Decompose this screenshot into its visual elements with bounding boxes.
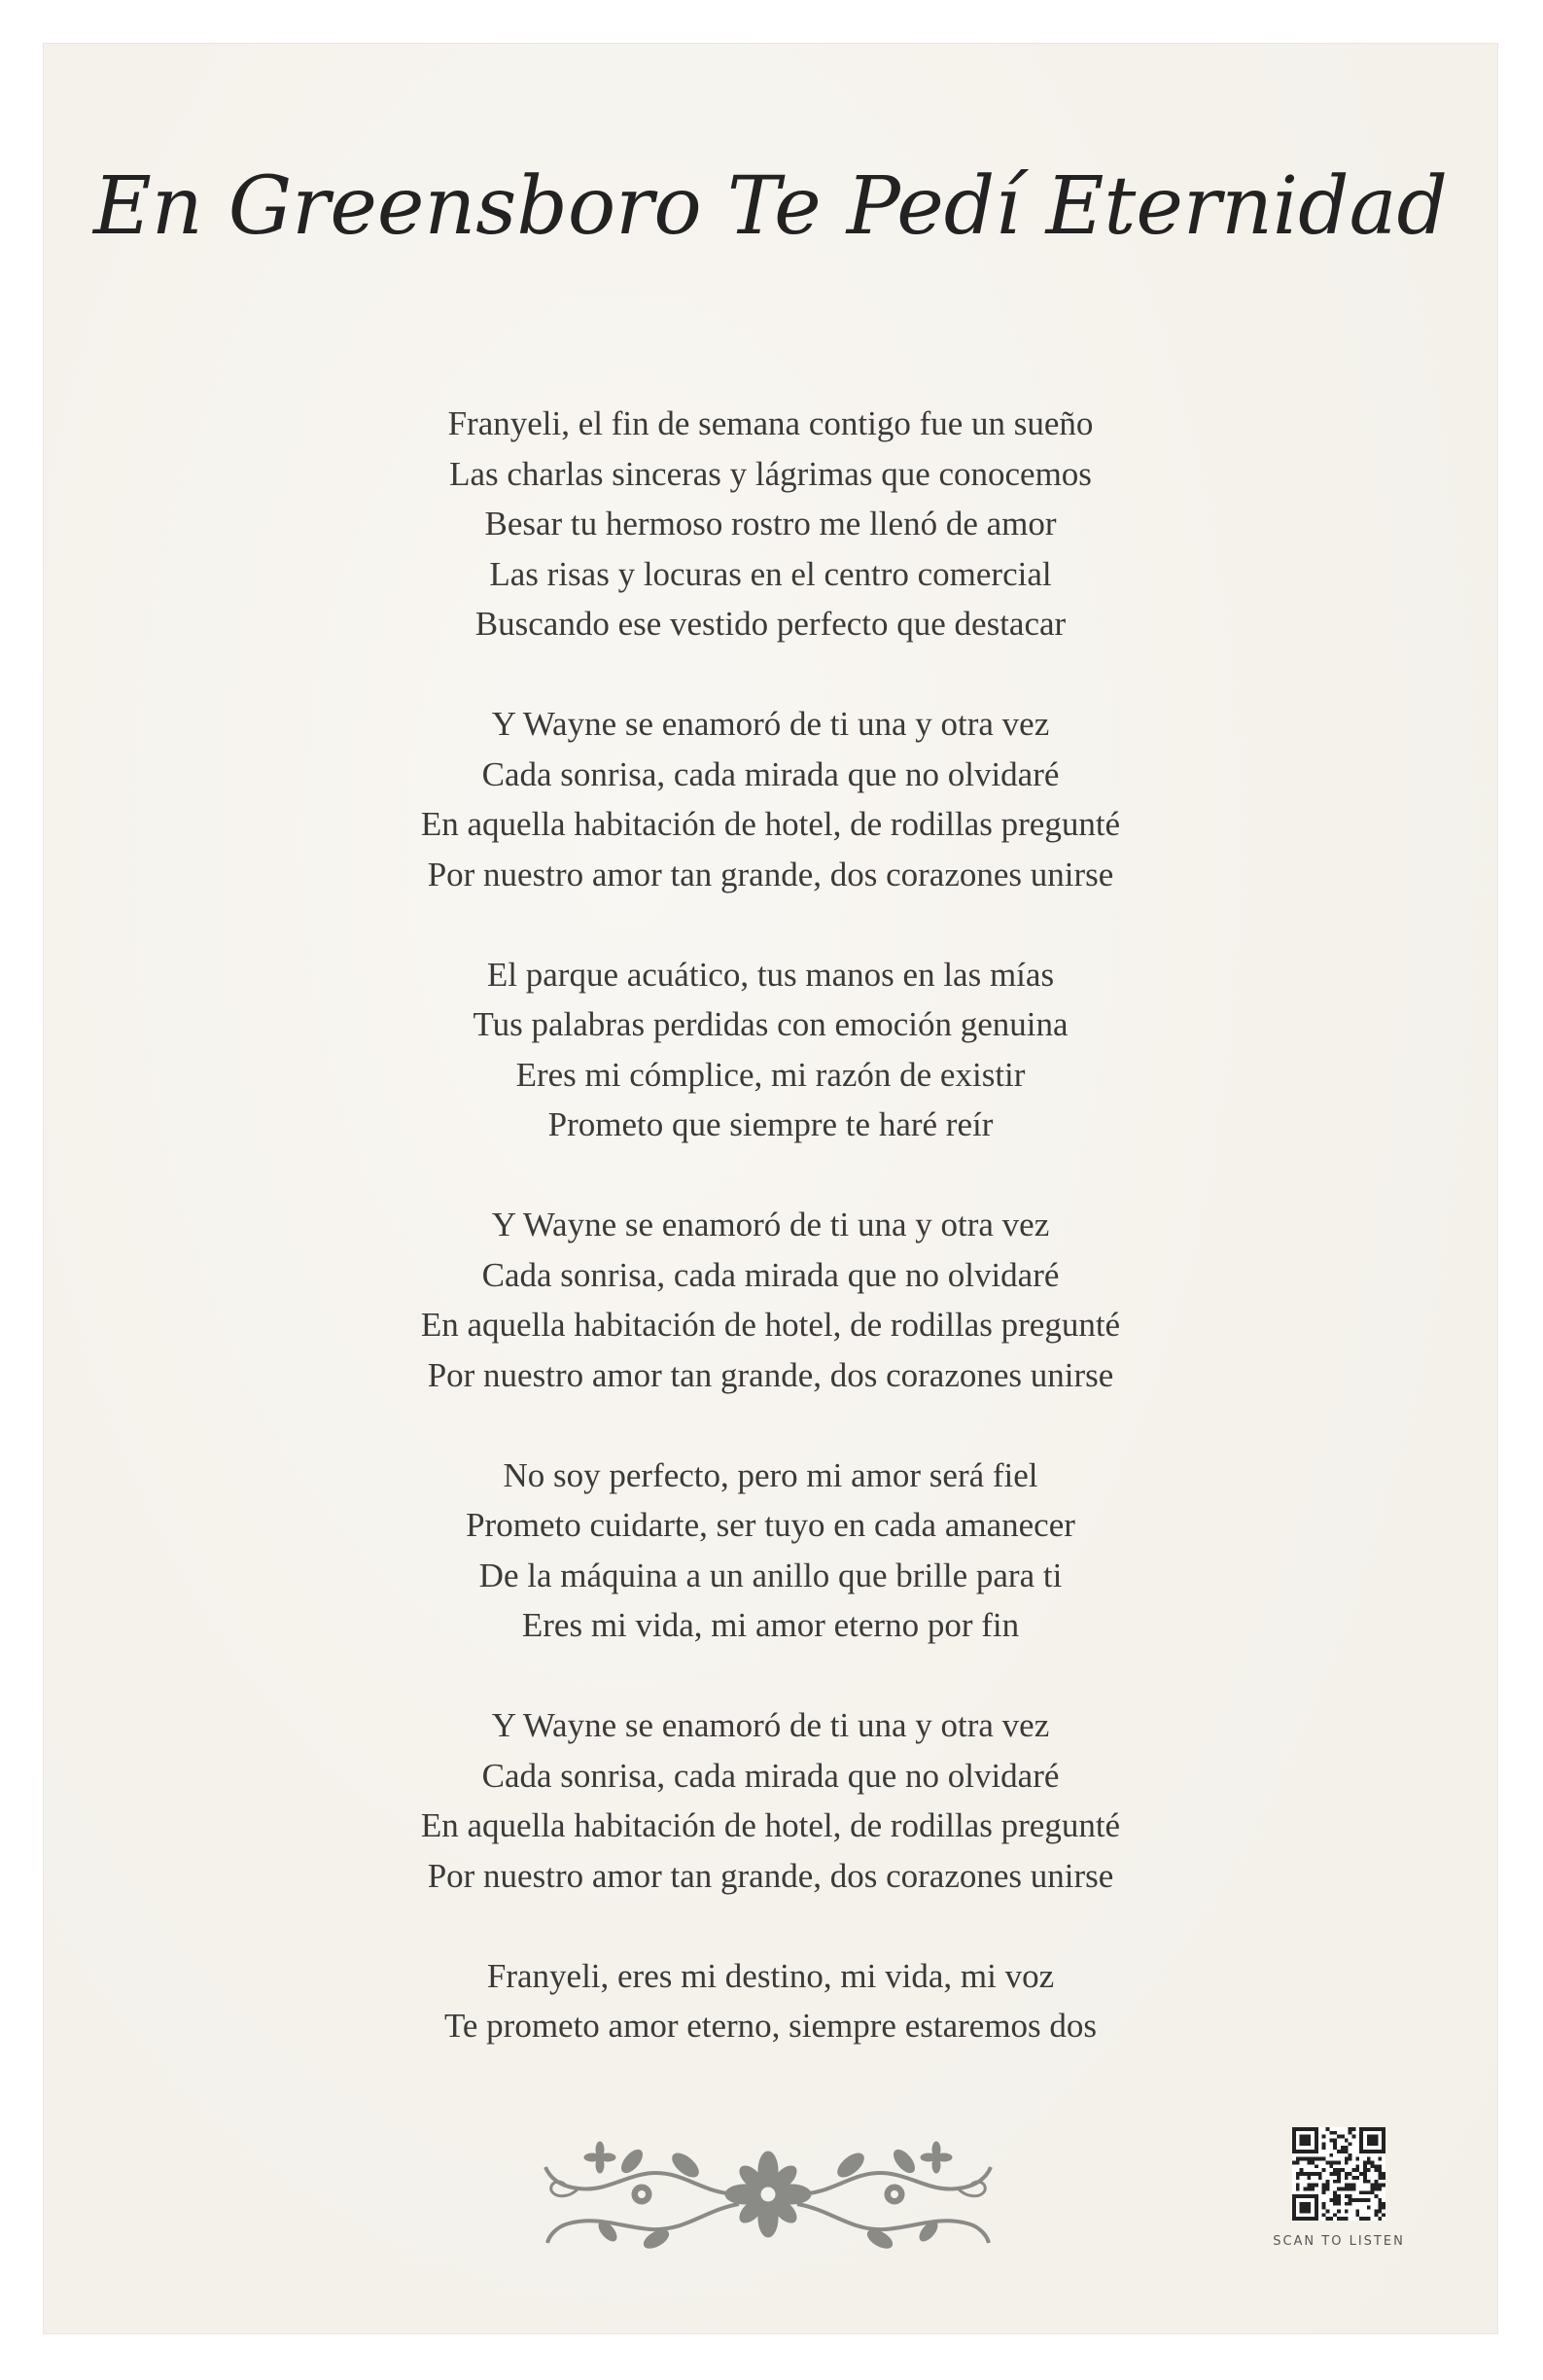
stanza bbox=[44, 1951, 1497, 2051]
lyric-line: De la máquina a un anillo que brille para ti bbox=[478, 1556, 1063, 1594]
qr-block[interactable] bbox=[1265, 2127, 1413, 2249]
lyric-line: Por nuestro amor tan grande, dos corazones unirse bbox=[427, 855, 1114, 893]
lyric-line: Eres mi vida, mi amor eterno por fin bbox=[521, 1606, 1020, 1644]
page-title: En Greensboro Te Pedí Eternidad bbox=[92, 160, 1449, 253]
lyric-line: Franyeli, eres mi destino, mi vida, mi voz bbox=[486, 1956, 1055, 1995]
lyric-line: No soy perfecto, pero mi amor será fiel bbox=[503, 1455, 1038, 1494]
lyric-line: Por nuestro amor tan grande, dos corazones unirse bbox=[427, 1856, 1114, 1895]
lyric-line: Y Wayne se enamoró de ti una y otra vez bbox=[491, 705, 1050, 743]
lyric-line: En aquella habitación de hotel, de rodillas pregunté bbox=[420, 805, 1121, 843]
stanza bbox=[44, 699, 1497, 899]
lyric-line: Cada sonrisa, cada mirada que no olvidaré bbox=[481, 1756, 1060, 1795]
lyric-line: Las charlas sinceras y lágrimas que conocemos bbox=[449, 454, 1092, 493]
lyric-line: Franyeli, el fin de semana contigo fue un sueño bbox=[447, 404, 1094, 442]
stanza bbox=[44, 950, 1497, 1150]
poster bbox=[43, 43, 1498, 2334]
lyric-line: Tus palabras perdidas con emoción genuina bbox=[473, 1005, 1069, 1043]
lyric-line: El parque acuático, tus manos en las mías bbox=[486, 955, 1055, 994]
lyric-line: Eres mi cómplice, mi razón de existir bbox=[515, 1055, 1026, 1094]
lyric-line: Te prometo amor eterno, siempre estaremos dos bbox=[443, 2007, 1098, 2045]
lyric-line: Y Wayne se enamoró de ti una y otra vez bbox=[491, 1706, 1050, 1744]
qr-code-icon[interactable] bbox=[1292, 2127, 1385, 2221]
lyric-line: En aquella habitación de hotel, de rodillas pregunté bbox=[420, 1806, 1121, 1844]
lyric-line: Cada sonrisa, cada mirada que no olvidaré bbox=[481, 1255, 1060, 1294]
stanza bbox=[44, 399, 1497, 649]
lyric-line: En aquella habitación de hotel, de rodillas pregunté bbox=[420, 1306, 1121, 1344]
qr-caption: SCAN TO LISTEN bbox=[1273, 2234, 1405, 2249]
floral-ornament-icon bbox=[540, 2134, 997, 2260]
stanza bbox=[44, 1200, 1497, 1400]
lyric-line: Y Wayne se enamoró de ti una y otra vez bbox=[491, 1206, 1050, 1243]
stanza bbox=[44, 1451, 1497, 1651]
stanza bbox=[44, 1700, 1497, 1901]
lyrics bbox=[44, 399, 1497, 2101]
lyric-line: Las risas y locuras en el centro comercial bbox=[489, 554, 1052, 593]
lyric-line: Besar tu hermoso rostro me llenó de amor bbox=[484, 505, 1057, 542]
lyric-line: Prometo que siempre te haré reír bbox=[547, 1105, 994, 1143]
lyric-line: Prometo cuidarte, ser tuyo en cada amanecer bbox=[466, 1506, 1075, 1544]
lyric-line: Cada sonrisa, cada mirada que no olvidaré bbox=[481, 754, 1060, 793]
lyric-line: Buscando ese vestido perfecto que destacar bbox=[474, 605, 1067, 643]
lyric-line: Por nuestro amor tan grande, dos corazones unirse bbox=[427, 1355, 1114, 1394]
